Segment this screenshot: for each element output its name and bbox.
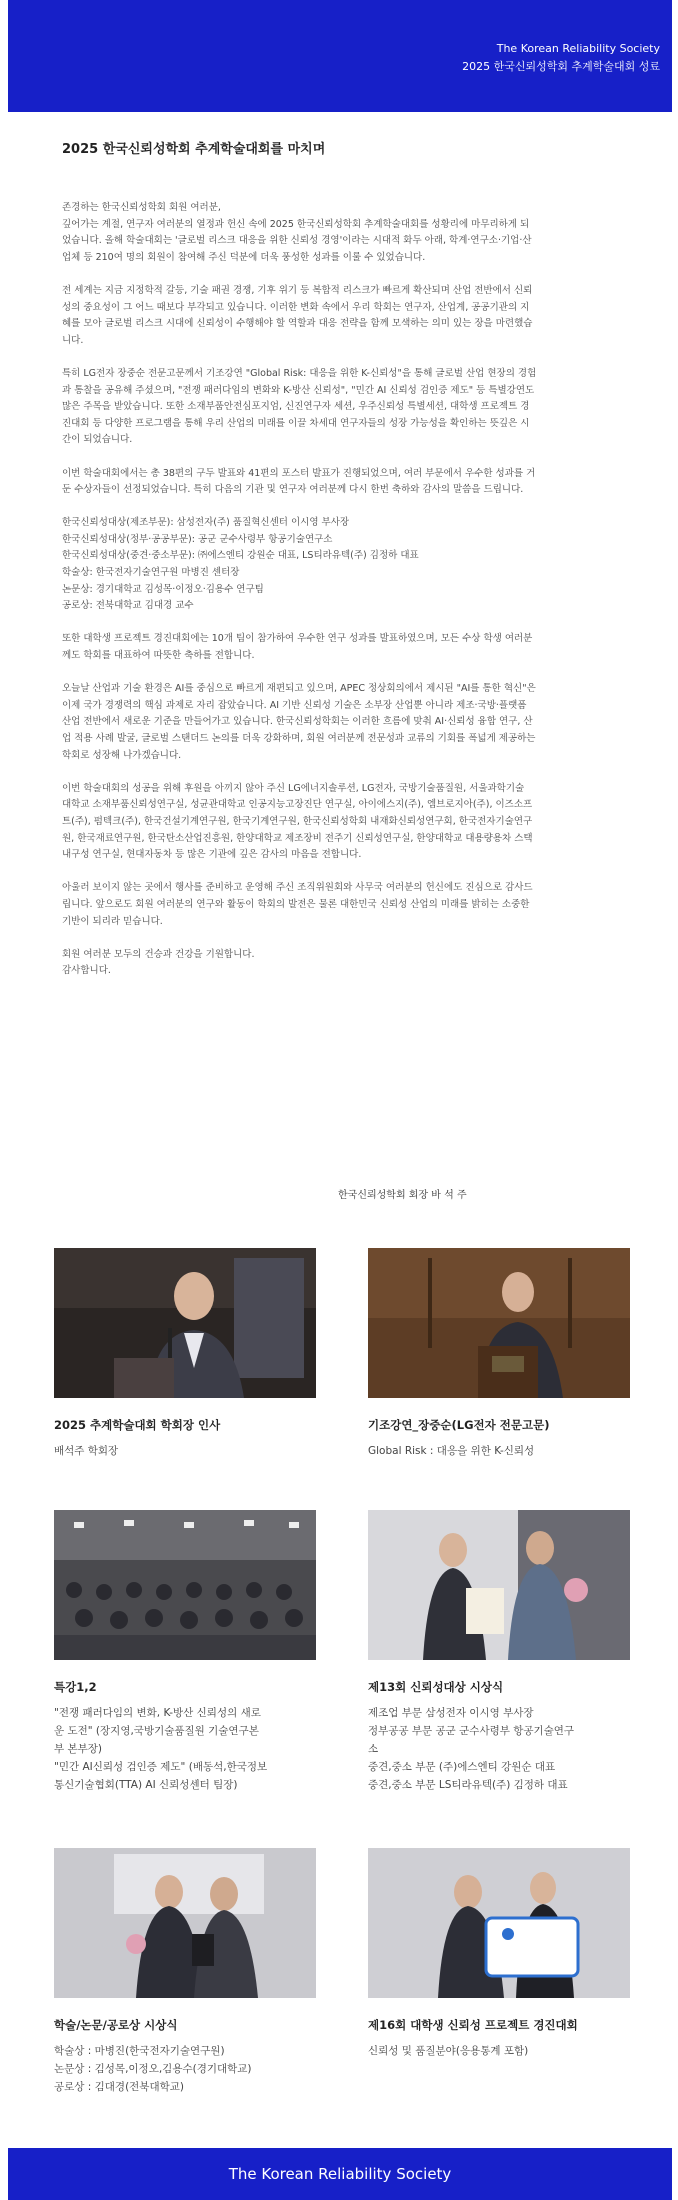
paragraph-gap <box>62 615 632 632</box>
gallery-card-keynote <box>368 1248 630 1460</box>
caption-body <box>368 1704 630 1794</box>
caption-title: 학술/논문/공로상 시상식 <box>54 2018 178 2032</box>
signature: 한국신뢰성학회 회장 바 석 주 <box>338 1190 467 1201</box>
caption-line: 통신기술협회(TTA) AI 신뢰성센터 팀장) <box>54 1779 238 1791</box>
caption-line: 정부공공 부문 공군 군수사령부 항공기술연구 <box>368 1725 575 1737</box>
letter-line: 또한 대학생 프로젝트 경진대회에는 10개 팀이 참가하여 우수한 연구 성과를 발표하였으며, 모든 수상 학생 여러분 <box>62 633 533 645</box>
paragraph-gap <box>62 864 632 881</box>
letter-line: 특히 LG전자 장중순 전문고문께서 기조강연 "Global Risk: 대응을 위한 K-신뢰성"을 통해 글로벌 산업 현장의 경험 <box>62 367 537 379</box>
letter-body <box>62 200 632 980</box>
paragraph-gap <box>62 764 632 781</box>
letter-line: 이번 학술대회의 성공을 위해 후원을 아끼지 않아 주신 LG에너지솔루션, LG전자, 국방기술품질원, 서울과학기술 <box>62 782 525 794</box>
caption-title: 기조강연_장중순(LG전자 전문고문) <box>368 1418 550 1432</box>
letter-line: 아울러 보이지 않는 곳에서 행사를 준비하고 운영해 주신 조직위원회와 사무국 여러분의 헌신에도 진심으로 감사드 <box>62 882 533 894</box>
gallery-card-academic-awards <box>54 1848 316 2096</box>
letter-line: 대학교 소재부품신뢰성연구실, 성균관대학교 인공지능고장진단 연구실, 아이에스지(주), 엠브로지아(주), 이즈소프 <box>62 799 533 811</box>
paragraph-gap <box>62 499 632 516</box>
caption-title: 제16회 대학생 신뢰성 프로젝트 경진대회 <box>368 2018 578 2032</box>
header-banner <box>8 0 672 112</box>
letter-line: 과 통찰을 공유해 주셨으며, "전쟁 패러다임의 변화와 K-방산 신뢰성", "민간 AI 신뢰성 검인증 제도" 등 특별강연도 <box>62 384 535 396</box>
letter-line: 이번 학술대회에서는 총 38편의 구두 발표와 41편의 포스터 발표가 진행되었으며, 여러 부문에서 우수한 성과를 거 <box>62 467 536 479</box>
gallery-card-president-greeting <box>54 1248 316 1460</box>
letter-line: 학술상: 한국전자기술연구원 마병진 센터장 <box>62 567 240 579</box>
letter-line: 둔 수상자들이 선정되었습니다. 특히 다음의 기관 및 연구자 여러분께 다시 한번 축하와 감사의 말씀을 드립니다. <box>62 484 524 496</box>
caption-body <box>54 2042 316 2096</box>
letter-line: 한국신뢰성대상(정부·공공부문): 공군 군수사령부 항공기술연구소 <box>62 533 333 545</box>
caption-body <box>54 1442 316 1460</box>
letter-line: 깊어가는 계절, 연구자 여러분의 열정과 헌신 속에 2025 한국신뢰성학회 추계학술대회를 성황리에 마무리하게 되 <box>62 218 530 230</box>
photo-academic-awards[interactable] <box>54 1848 316 1998</box>
caption-line: 학술상 : 마병진(한국전자기술연구원) <box>54 2045 225 2057</box>
letter-line: 논문상: 경기대학교 김성목·이정오·김용수 연구팀 <box>62 583 264 595</box>
page-title: 2025 한국신뢰성학회 추계학술대회를 마치며 <box>62 142 326 157</box>
letter-line: 학회로 성장해 나가겠습니다. <box>62 749 182 761</box>
letter-line: 기반이 되리라 믿습니다. <box>62 915 163 927</box>
caption-line: 중견,중소 부문 LS티라유텍(주) 김정하 대표 <box>368 1779 568 1791</box>
header-event-title: 2025 한국신뢰성학회 추계학술대회 성료 <box>462 60 660 73</box>
letter-line: 오늘날 산업과 기술 환경은 AI를 중심으로 빠르게 재편되고 있으며, APEC 정상회의에서 제시된 "AI를 통한 혁신"은 <box>62 683 536 695</box>
letter-line: 원, 한국재료연구원, 한국탄소산업진흥원, 한양대학교 제조장비 전주기 신뢰성연구실, 한양대학교 대용량용차 스택 <box>62 832 533 844</box>
paragraph-gap <box>62 349 632 366</box>
letter-line: 었습니다. 올해 학술대회는 '글로벌 리스크 대응을 위한 신뢰성 경영'이라는 시대적 화두 아래, 학계·연구소·기업·산 <box>62 235 532 247</box>
photo-president-greeting[interactable] <box>54 1248 316 1398</box>
caption-line: 배석주 학회장 <box>54 1445 119 1457</box>
caption-body <box>368 1442 630 1460</box>
photo-special-lectures[interactable] <box>54 1510 316 1660</box>
caption-body <box>54 1704 316 1794</box>
letter-line: 전 세계는 지금 지정학적 갈등, 기술 패권 경쟁, 기후 위기 등 복합적 리스크가 빠르게 확산되며 산업 전반에서 신뢰 <box>62 284 533 296</box>
letter-line: 존경하는 한국신뢰성학회 회원 여러분, <box>62 202 221 213</box>
caption-line: "전쟁 패러다임의 변화, K-방산 신뢰성의 새로 <box>54 1707 261 1719</box>
caption-line: 신뢰성 및 품질분야(응용통계 포함) <box>368 2045 529 2057</box>
caption-title: 제13회 신뢰성대상 시상식 <box>368 1680 504 1694</box>
caption-line: 공로상 : 김대경(전북대학교) <box>54 2081 184 2093</box>
photo-keynote[interactable] <box>368 1248 630 1398</box>
footer-banner <box>8 2148 672 2200</box>
photo-reliability-award[interactable] <box>368 1510 630 1660</box>
footer-org-name: The Korean Reliability Society <box>228 2165 452 2183</box>
caption-line: "민간 AI신뢰성 검인증 제도" (배동석,한국정보 <box>54 1761 268 1773</box>
newsletter-frame <box>8 0 672 2200</box>
letter-line: 한국신뢰성대상(제조부문): 삼성전자(주) 품질혁신센터 이시영 부사장 <box>62 517 350 529</box>
letter-line: 업체 등 210여 명의 회원이 참여해 주신 덕분에 더욱 풍성한 성과를 이룰 수 있었습니다. <box>62 251 426 263</box>
paragraph-gap <box>62 665 632 682</box>
letter-line: 내구성 연구실, 현대자동차 등 많은 기관에 깊은 감사의 마음을 전합니다. <box>62 849 362 861</box>
paragraph-gap <box>62 930 632 947</box>
gallery-card-student-contest <box>368 1848 630 2060</box>
letter-line: 감사합니다. <box>62 965 111 977</box>
caption-title: 특강1,2 <box>54 1680 97 1694</box>
letter-line: 립니다. 앞으로도 회원 여러분의 연구와 활동이 학회의 발전은 물론 대한민국 신뢰성 산업의 미래를 밝히는 소중한 <box>62 898 530 910</box>
letter-line: 진대회 등 다양한 프로그램을 통해 우리 산업의 미래를 이끌 차세대 연구자들의 성장 가능성을 확인하는 뜻깊은 시 <box>62 417 530 429</box>
letter-line: 트(주), 펌텍크(주), 한국건설기계연구원, 한국기계연구원, 한국신뢰성학회 내재화신뢰성연구회, 한국전자기술연구 <box>62 815 533 827</box>
caption-line: 제조업 부문 삼성전자 이시영 부사장 <box>368 1707 534 1719</box>
caption-line: 소 <box>368 1743 379 1755</box>
paragraph-gap <box>62 449 632 466</box>
caption-line: Global Risk : 대응을 위한 K-신뢰성 <box>368 1445 535 1457</box>
letter-line: 업 적용 사례 발굴, 글로벌 스탠더드 논의를 더욱 강화하며, 회원 여러분께 전문성과 교류의 기회를 폭넓게 제공하는 <box>62 733 536 744</box>
letter-line: 많은 주목을 받았습니다. 또한 소재부품안전심포지엄, 신진연구자 세션, 우주신뢰성 특별세션, 대학생 프로젝트 경 <box>62 401 530 413</box>
caption-line: 논문상 : 김성목,이정오,김용수(경기대학교) <box>54 2063 252 2075</box>
letter-line: 께도 학회를 대표하여 따뜻한 축하를 전합니다. <box>62 650 255 662</box>
gallery-card-special-lectures <box>54 1510 316 1794</box>
letter-line: 산업 전반에서 새로운 기준을 만들어가고 있습니다. 한국신뢰성학회는 이러한 흐름에 맞춰 AI·신뢰성 융합 연구, 산 <box>62 716 533 728</box>
letter-line: 성의 중요성이 그 어느 때보다 부각되고 있습니다. 이러한 변화 속에서 우리 학회는 연구자, 산업계, 공공기관의 지 <box>62 301 530 313</box>
letter-line: 혜를 모아 글로벌 리스크 시대에 신뢰성이 수행해야 할 역할과 대응 전략을 함께 모색하는 의미 있는 장을 마련했습 <box>62 318 533 330</box>
gallery-card-reliability-award <box>368 1510 630 1794</box>
caption-line: 부 본부장) <box>54 1743 103 1755</box>
caption-title: 2025 추계학술대회 학회장 인사 <box>54 1418 221 1432</box>
letter-line: 니다. <box>62 334 84 346</box>
caption-line: 운 도전" (장지영,국방기술품질원 기술연구본 <box>54 1725 259 1737</box>
paragraph-gap <box>62 266 632 283</box>
letter-line: 회원 여러분 모두의 건승과 건강을 기원합니다. <box>62 948 255 960</box>
caption-line: 중견,중소 부문 (주)에스엔티 강원순 대표 <box>368 1761 556 1773</box>
header-org-name: The Korean Reliability Society <box>496 42 660 55</box>
photo-student-contest[interactable] <box>368 1848 630 1998</box>
letter-line: 한국신뢰성대상(중견·중소부문): ㈜에스엔티 강원순 대표, LS티라유텍(주) 김정하 대표 <box>62 550 419 562</box>
letter-line: 간이 되었습니다. <box>62 434 133 446</box>
letter-line: 이제 국가 경쟁력의 핵심 과제로 자리 잡았습니다. AI 기반 신뢰성 기술은 소부장 산업뿐 아니라 제조·국방·플랫폼 <box>62 699 527 711</box>
letter-line: 공로상: 전북대학교 김대경 교수 <box>62 600 194 612</box>
caption-body <box>368 2042 630 2060</box>
